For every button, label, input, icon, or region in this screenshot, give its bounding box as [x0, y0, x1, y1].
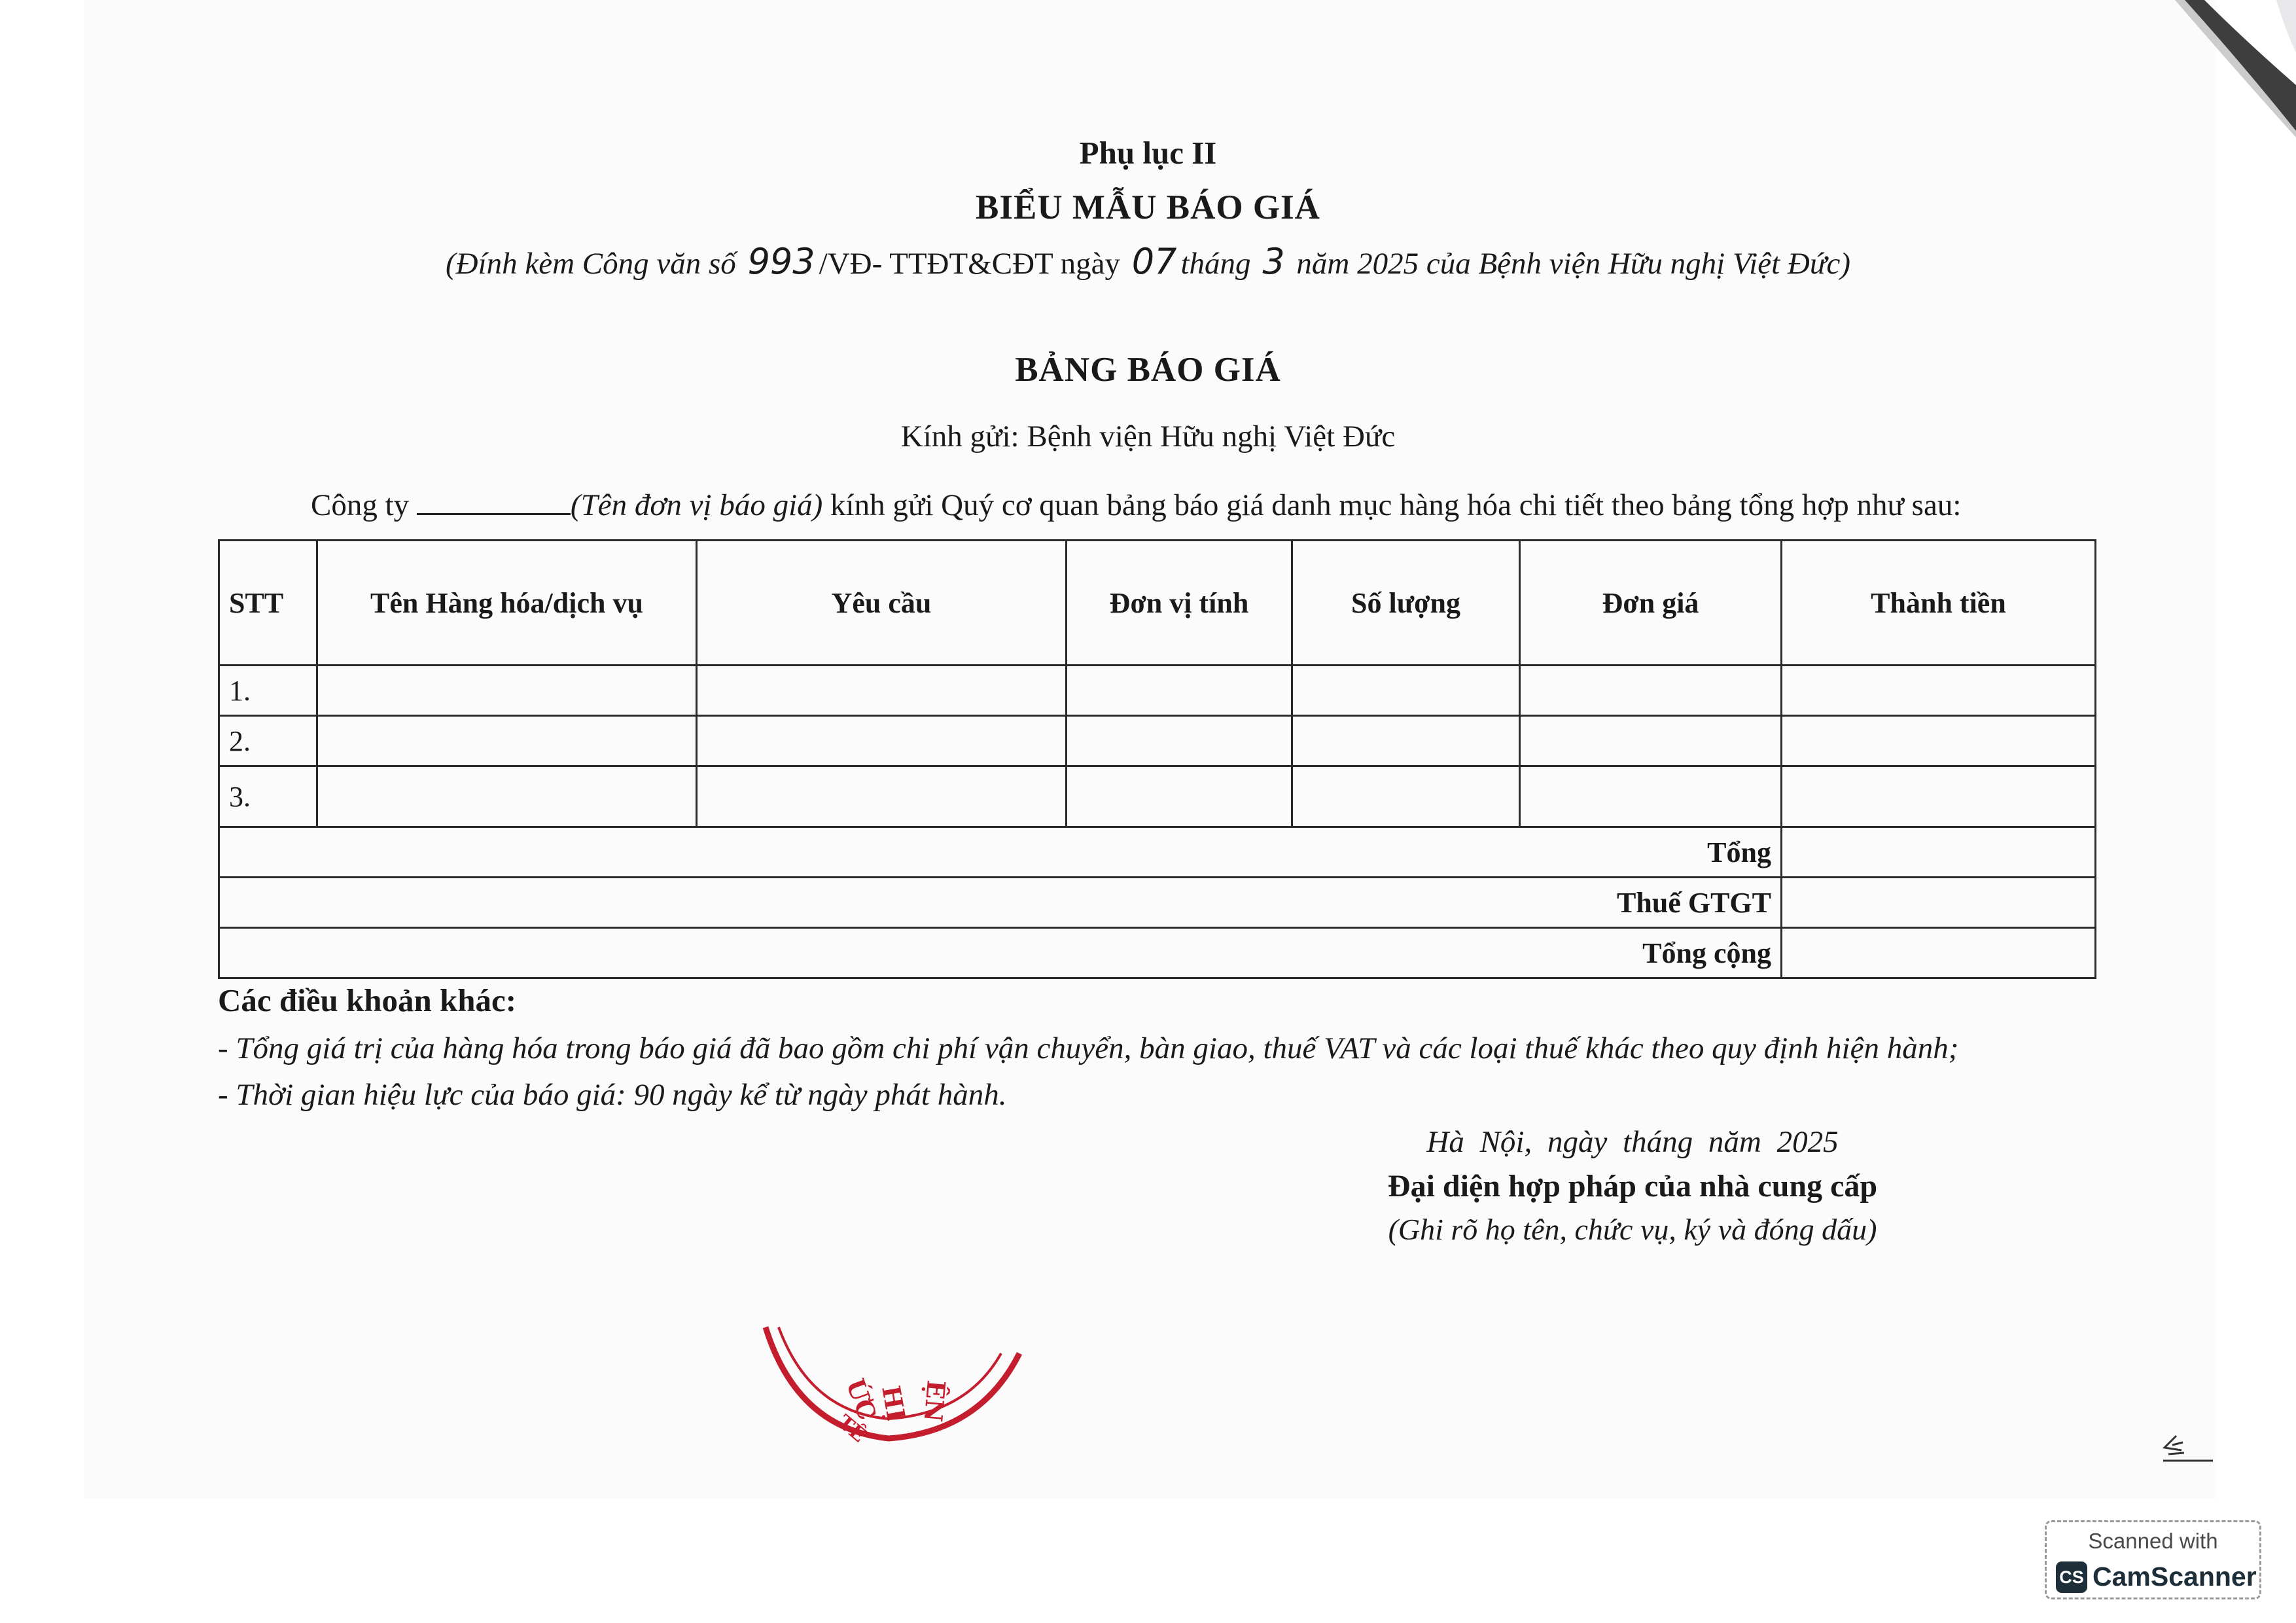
quote-table-title: BẢNG BÁO GIÁ [1015, 351, 1281, 389]
cell-unit-price[interactable] [1520, 766, 1782, 827]
summary-label-grand-total: Tổng cộng [219, 928, 1782, 978]
svg-text:ỨC: ỨC [840, 1374, 883, 1424]
handwritten-month: 3 [1262, 241, 1285, 282]
form-title: BIỂU MẪU BÁO GIÁ [976, 188, 1320, 226]
row-number: 3. [219, 766, 317, 827]
cell-item-name[interactable] [317, 666, 697, 716]
col-header-amount: Thành tiền [1782, 541, 2096, 666]
col-header-unit: Đơn vị tính [1067, 541, 1292, 666]
attachment-month-label: tháng [1180, 247, 1259, 281]
cell-quantity[interactable] [1292, 716, 1520, 766]
corner-fold-shadow [2146, 0, 2296, 137]
quotation-table [218, 539, 2096, 979]
cell-unit-price[interactable] [1520, 666, 1782, 716]
attachment-doc-code: /VĐ- TTĐT&CĐT ngày [819, 247, 1128, 281]
attachment-suffix: năm 2025 của Bệnh viện Hữu nghị Việt Đức) [1288, 247, 1850, 281]
cell-unit[interactable] [1067, 716, 1292, 766]
svg-text:TÊ: TÊ [832, 1410, 870, 1448]
signature-date-line: Hà Nội, ngày tháng năm 2025 [1426, 1125, 1839, 1159]
camscanner-logo-icon: CS [2056, 1561, 2087, 1593]
handwritten-day: 07 [1131, 241, 1177, 282]
svg-text:HỊ: HỊ [876, 1383, 911, 1423]
summary-label-total: Tổng [219, 827, 1782, 878]
recipient-line: Kính gửi: Bệnh viện Hữu nghị Việt Đức [900, 419, 1396, 454]
cell-unit[interactable] [1067, 666, 1292, 716]
col-header-item-name: Tên Hàng hóa/dịch vụ [317, 541, 697, 666]
cell-quantity[interactable] [1292, 666, 1520, 716]
col-header-quantity: Số lượng [1292, 541, 1520, 666]
terms-heading: Các điều khoản khác: [218, 982, 517, 1018]
col-header-stt: STT [219, 541, 317, 666]
summary-value-total[interactable] [1782, 827, 2096, 878]
signature-note: (Ghi rõ họ tên, chức vụ, ký và đóng dấu) [1388, 1213, 1877, 1246]
cell-quantity[interactable] [1292, 766, 1520, 827]
company-name-blank [417, 490, 571, 515]
row-number: 1. [219, 666, 317, 716]
cell-requirement[interactable] [697, 716, 1067, 766]
camscanner-badge [2045, 1520, 2261, 1599]
col-header-requirement: Yêu cầu [697, 541, 1067, 666]
summary-row-vat [219, 878, 2096, 928]
red-seal-stamp [758, 1314, 1025, 1452]
attachment-prefix: (Đính kèm Công văn số [445, 247, 744, 281]
appendix-label: Phụ lục II [1079, 135, 1217, 171]
intro-company-label: Công ty [311, 488, 417, 522]
table-header-row [219, 541, 2096, 666]
row-number: 2. [219, 716, 317, 766]
intro-text: kính gửi Quý cơ quan bảng báo giá danh mục hàng hóa chi tiết theo bảng tổng hợp như sau: [822, 488, 1962, 522]
summary-value-grand-total[interactable] [1782, 928, 2096, 978]
table-row [219, 716, 2096, 766]
term-item: - Thời gian hiệu lực của báo giá: 90 ngày kể từ ngày phát hành. [218, 1078, 1007, 1112]
cell-item-name[interactable] [317, 766, 697, 827]
badge-caption: Scanned with [2088, 1529, 2218, 1553]
cell-unit-price[interactable] [1520, 716, 1782, 766]
badge-brand-name: CamScanner [2093, 1561, 2257, 1592]
cell-amount[interactable] [1782, 666, 2096, 716]
handwritten-doc-number: 993 [747, 241, 815, 282]
signature-title: Đại diện hợp pháp của nhà cung cấp [1387, 1169, 1878, 1204]
cell-requirement[interactable] [697, 666, 1067, 716]
table-row [219, 766, 2096, 827]
summary-value-vat[interactable] [1782, 878, 2096, 928]
cell-unit[interactable] [1067, 766, 1292, 827]
cell-requirement[interactable] [697, 766, 1067, 827]
intro-paragraph [311, 488, 1961, 523]
summary-row-total [219, 827, 2096, 878]
table-row [219, 666, 2096, 716]
cell-amount[interactable] [1782, 716, 2096, 766]
summary-label-vat: Thuế GTGT [219, 878, 1782, 928]
attachment-reference [0, 241, 2296, 282]
svg-text:ỆN: ỆN [918, 1379, 951, 1423]
handwritten-mark-icon [2158, 1432, 2217, 1465]
col-header-unit-price: Đơn giá [1520, 541, 1782, 666]
term-item: - Tổng giá trị của hàng hóa trong báo giá đã bao gồm chi phí vận chuyển, bàn giao, thuế VAT và các loại thuế khác theo quy định hiện hành; [218, 1031, 1959, 1065]
summary-row-grand-total [219, 928, 2096, 978]
cell-amount[interactable] [1782, 766, 2096, 827]
intro-company-hint: (Tên đơn vị báo giá) [570, 488, 823, 522]
cell-item-name[interactable] [317, 716, 697, 766]
